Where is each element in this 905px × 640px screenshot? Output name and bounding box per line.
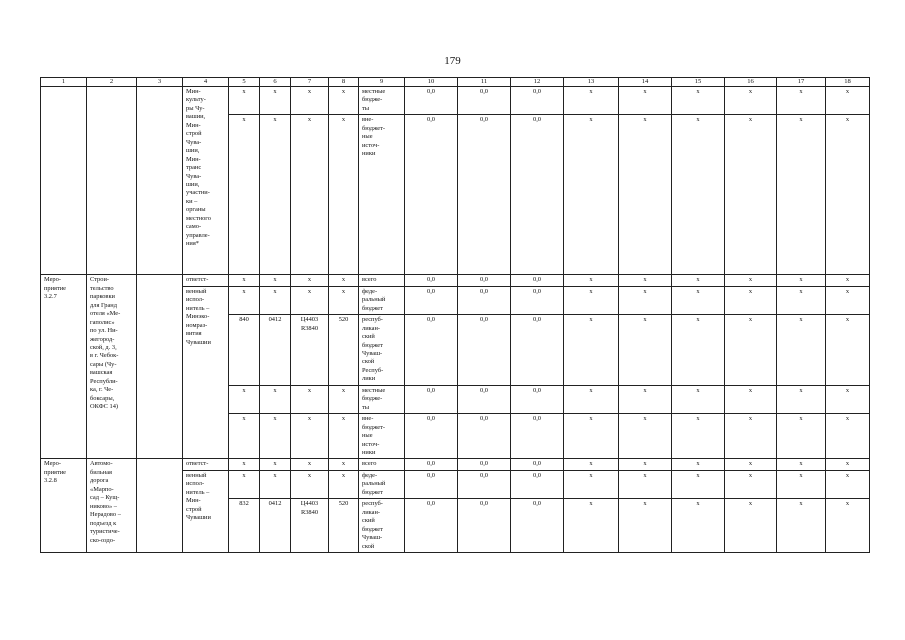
cell: 0,0 bbox=[458, 115, 511, 275]
cell: x bbox=[619, 275, 672, 286]
cell-executor: венный испол- нитель – Минэко- номраз- вития Чувашии bbox=[183, 286, 229, 459]
cell: 0,0 bbox=[511, 315, 564, 386]
cell: x bbox=[826, 470, 870, 498]
column-number: 13 bbox=[564, 78, 619, 87]
cell: x bbox=[672, 286, 725, 314]
cell: 0,0 bbox=[405, 499, 458, 553]
cell: x bbox=[229, 87, 260, 115]
column-number: 12 bbox=[511, 78, 564, 87]
cell: 832 bbox=[229, 499, 260, 553]
cell: x bbox=[260, 414, 291, 459]
cell: 0,0 bbox=[458, 385, 511, 413]
cell: x bbox=[564, 115, 619, 275]
cell-col3 bbox=[137, 459, 183, 553]
cell: 0,0 bbox=[511, 385, 564, 413]
cell: x bbox=[672, 470, 725, 498]
cell: x bbox=[777, 385, 826, 413]
cell: x bbox=[777, 286, 826, 314]
cell: 0,0 bbox=[405, 315, 458, 386]
column-number: 14 bbox=[619, 78, 672, 87]
cell: x bbox=[672, 275, 725, 286]
cell-col3 bbox=[137, 87, 183, 275]
cell-activity: Меро- приятие 3.2.8 bbox=[41, 459, 87, 553]
column-number: 1 bbox=[41, 78, 87, 87]
cell: x bbox=[291, 414, 329, 459]
cell: x bbox=[260, 470, 291, 498]
cell: x bbox=[260, 459, 291, 470]
cell: x bbox=[564, 499, 619, 553]
cell-funding-source: респуб- ликан- ский бюджет Чуваш- ской bbox=[359, 499, 405, 553]
cell: 0,0 bbox=[511, 414, 564, 459]
cell-activity bbox=[41, 87, 87, 275]
cell: x bbox=[725, 275, 777, 286]
cell: x bbox=[725, 470, 777, 498]
cell-funding-source: вне- бюджет- ные источ- ники bbox=[359, 115, 405, 275]
cell: x bbox=[777, 87, 826, 115]
cell: 0,0 bbox=[405, 115, 458, 275]
cell: 0,0 bbox=[511, 87, 564, 115]
cell: x bbox=[229, 470, 260, 498]
column-number: 8 bbox=[329, 78, 359, 87]
cell: x bbox=[619, 499, 672, 553]
column-number: 3 bbox=[137, 78, 183, 87]
column-number-row bbox=[41, 78, 870, 87]
cell: x bbox=[329, 87, 359, 115]
column-number: 4 bbox=[183, 78, 229, 87]
cell: x bbox=[826, 459, 870, 470]
cell: 0,0 bbox=[405, 286, 458, 314]
cell: x bbox=[291, 470, 329, 498]
cell: x bbox=[291, 286, 329, 314]
cell: x bbox=[329, 459, 359, 470]
cell: x bbox=[725, 499, 777, 553]
cell-name bbox=[87, 87, 137, 275]
cell: x bbox=[725, 385, 777, 413]
cell-executor: Мин- культу- ры Чу- вашии, Мин- строй Чува- шии, Мин- транс Чува- шии, участни- ки – органы местного само- управле- ния* bbox=[183, 87, 229, 275]
cell-funding-source: феде- ральный бюджет bbox=[359, 470, 405, 498]
cell: x bbox=[826, 315, 870, 386]
cell: x bbox=[291, 459, 329, 470]
cell: x bbox=[619, 87, 672, 115]
cell: x bbox=[826, 115, 870, 275]
cell: 520 bbox=[329, 499, 359, 553]
page-number: 179 bbox=[444, 55, 461, 67]
cell: 0,0 bbox=[511, 275, 564, 286]
cell: 0,0 bbox=[511, 286, 564, 314]
cell: x bbox=[260, 87, 291, 115]
cell: 0412 bbox=[260, 499, 291, 553]
cell: x bbox=[672, 459, 725, 470]
cell: 0,0 bbox=[405, 414, 458, 459]
cell: x bbox=[564, 459, 619, 470]
cell: 0,0 bbox=[405, 385, 458, 413]
cell: 0,0 bbox=[511, 470, 564, 498]
cell: x bbox=[564, 286, 619, 314]
column-number: 5 bbox=[229, 78, 260, 87]
column-number: 2 bbox=[87, 78, 137, 87]
cell: x bbox=[619, 115, 672, 275]
column-number: 15 bbox=[672, 78, 725, 87]
cell: x bbox=[777, 459, 826, 470]
cell-funding-source: местные бюдже- ты bbox=[359, 87, 405, 115]
cell-funding-source: вне- бюджет- ные источ- ники bbox=[359, 414, 405, 459]
cell: 0,0 bbox=[458, 275, 511, 286]
cell: Ц4403 R3840 bbox=[291, 315, 329, 386]
cell: x bbox=[229, 115, 260, 275]
cell: 0,0 bbox=[405, 470, 458, 498]
cell: x bbox=[260, 275, 291, 286]
cell-funding-source: феде- ральный бюджет bbox=[359, 286, 405, 314]
cell: x bbox=[777, 499, 826, 553]
cell-funding-source: местные бюдже- ты bbox=[359, 385, 405, 413]
cell-funding-source: всего bbox=[359, 459, 405, 470]
column-number: 18 bbox=[826, 78, 870, 87]
cell: 0,0 bbox=[511, 499, 564, 553]
cell-col3 bbox=[137, 275, 183, 459]
cell: x bbox=[777, 470, 826, 498]
cell-funding-source: респуб- ликан- ский бюджет Чуваш- ской Респуб- лики bbox=[359, 315, 405, 386]
column-number: 17 bbox=[777, 78, 826, 87]
cell-name: Строи- тельство парковки для Гранд отеля «Ме- гаполис» по ул. Ни- жегород- ской, д. 3, в г. Чебок- сары (Чу- вашская Республи- ка, г. Че- боксары, ОКФС 14) bbox=[87, 275, 137, 459]
cell: x bbox=[725, 414, 777, 459]
cell: x bbox=[777, 115, 826, 275]
column-number: 9 bbox=[359, 78, 405, 87]
cell: x bbox=[291, 385, 329, 413]
cell: 0412 bbox=[260, 315, 291, 386]
cell: x bbox=[229, 275, 260, 286]
cell-executor: ответст- bbox=[183, 275, 229, 286]
cell-executor: ответст- bbox=[183, 459, 229, 470]
cell: x bbox=[725, 459, 777, 470]
cell: x bbox=[229, 414, 260, 459]
cell: x bbox=[672, 499, 725, 553]
cell: x bbox=[564, 315, 619, 386]
cell: x bbox=[260, 385, 291, 413]
cell: x bbox=[619, 385, 672, 413]
cell: x bbox=[672, 315, 725, 386]
cell: x bbox=[291, 87, 329, 115]
budget-table bbox=[40, 77, 870, 553]
column-number: 6 bbox=[260, 78, 291, 87]
table-row bbox=[41, 459, 870, 470]
column-number: 7 bbox=[291, 78, 329, 87]
column-number: 10 bbox=[405, 78, 458, 87]
cell: 0,0 bbox=[511, 459, 564, 470]
cell: x bbox=[672, 87, 725, 115]
cell: x bbox=[777, 315, 826, 386]
cell: x bbox=[329, 115, 359, 275]
cell: x bbox=[826, 286, 870, 314]
cell: x bbox=[260, 115, 291, 275]
cell: x bbox=[291, 275, 329, 286]
cell: x bbox=[291, 115, 329, 275]
cell: 0,0 bbox=[458, 470, 511, 498]
cell-activity: Меро- приятие 3.2.7 bbox=[41, 275, 87, 459]
cell: 0,0 bbox=[458, 414, 511, 459]
cell-name: Автомо- бильная дорога «Марпо- сад – Кущ- никово» – Нерадово – подъезд к туристиче- ско-оздо- bbox=[87, 459, 137, 553]
cell: 0,0 bbox=[405, 459, 458, 470]
cell: x bbox=[229, 286, 260, 314]
cell: x bbox=[329, 414, 359, 459]
cell: 0,0 bbox=[458, 87, 511, 115]
cell: x bbox=[777, 414, 826, 459]
cell: x bbox=[619, 459, 672, 470]
cell: x bbox=[826, 275, 870, 286]
cell: x bbox=[564, 414, 619, 459]
cell: 0,0 bbox=[405, 87, 458, 115]
cell: x bbox=[672, 414, 725, 459]
cell: 0,0 bbox=[405, 275, 458, 286]
cell: x bbox=[229, 385, 260, 413]
cell: x bbox=[826, 385, 870, 413]
cell: x bbox=[725, 315, 777, 386]
table-row bbox=[41, 87, 870, 115]
cell: 0,0 bbox=[458, 286, 511, 314]
cell: x bbox=[619, 414, 672, 459]
column-number: 11 bbox=[458, 78, 511, 87]
cell: x bbox=[619, 315, 672, 386]
table-row bbox=[41, 275, 870, 286]
cell: x bbox=[329, 470, 359, 498]
cell: Ц4403 R3840 bbox=[291, 499, 329, 553]
cell: x bbox=[329, 385, 359, 413]
cell: x bbox=[619, 470, 672, 498]
cell: 520 bbox=[329, 315, 359, 386]
cell: x bbox=[229, 459, 260, 470]
cell: 0,0 bbox=[458, 499, 511, 553]
cell: x bbox=[564, 87, 619, 115]
cell: x bbox=[564, 470, 619, 498]
cell: 840 bbox=[229, 315, 260, 386]
cell: 0,0 bbox=[458, 459, 511, 470]
cell: x bbox=[826, 87, 870, 115]
cell: 0,0 bbox=[511, 115, 564, 275]
cell: x bbox=[725, 87, 777, 115]
cell-funding-source: всего bbox=[359, 275, 405, 286]
cell: x bbox=[564, 275, 619, 286]
cell: x bbox=[329, 286, 359, 314]
cell: x bbox=[260, 286, 291, 314]
cell: 0,0 bbox=[458, 315, 511, 386]
cell: x bbox=[725, 115, 777, 275]
cell: x bbox=[826, 414, 870, 459]
column-number: 16 bbox=[725, 78, 777, 87]
cell: x bbox=[619, 286, 672, 314]
cell: x bbox=[725, 286, 777, 314]
cell: x bbox=[564, 385, 619, 413]
cell: x bbox=[826, 499, 870, 553]
cell: x bbox=[672, 115, 725, 275]
cell: x bbox=[777, 275, 826, 286]
cell: x bbox=[672, 385, 725, 413]
cell-executor: венный испол- нитель – Мин- строй Чувашии bbox=[183, 470, 229, 552]
cell: x bbox=[329, 275, 359, 286]
